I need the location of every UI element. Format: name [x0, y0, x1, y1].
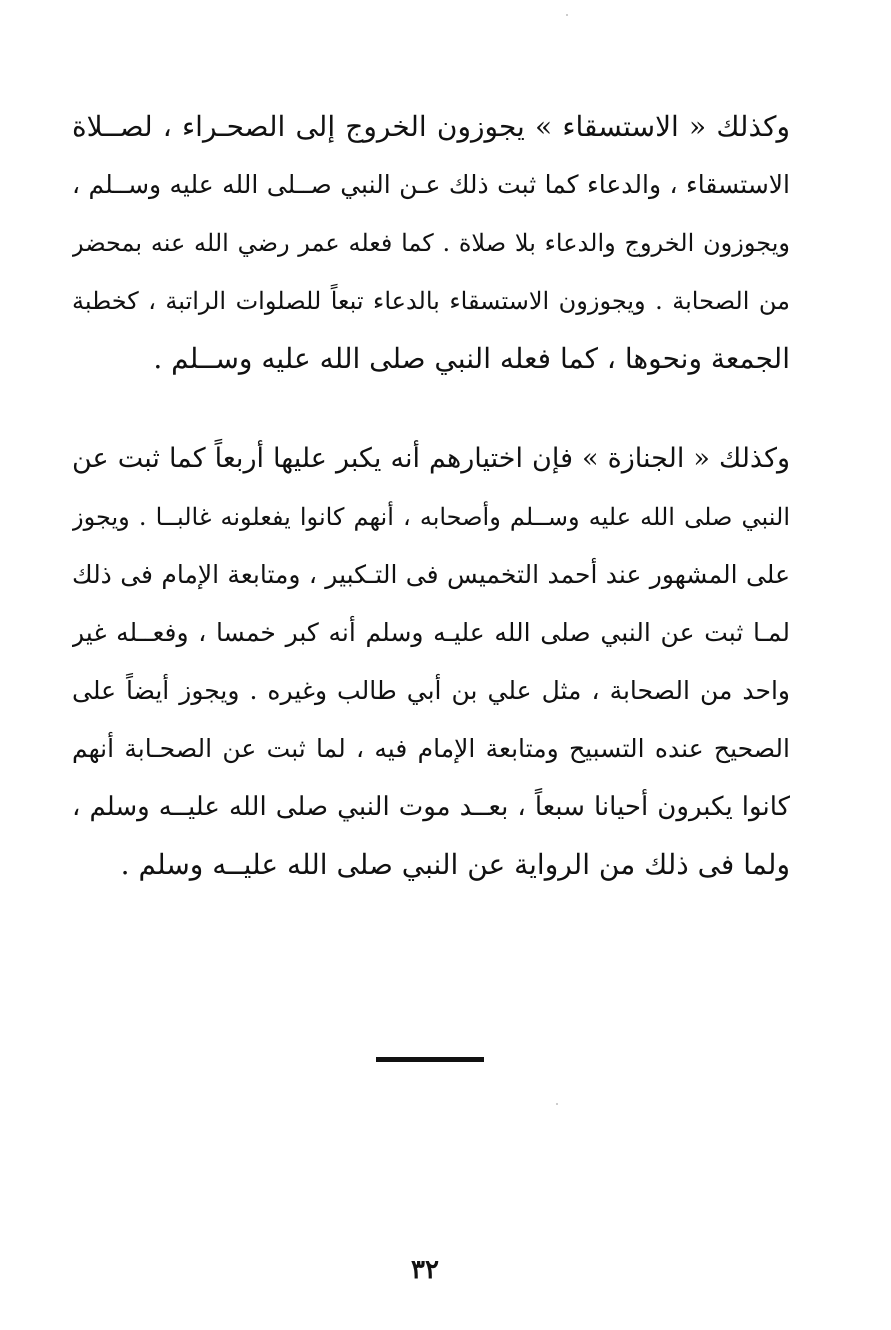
text-line: وكذلك « الاستسقاء » يجوزون الخروج إلى الصحـراء ، لصــلاة [72, 110, 790, 143]
page-number: ٣٢ [411, 1255, 439, 1285]
text-line: الاستسقاء ، والدعاء كما ثبت ذلك عـن النبي صــلى الله عليه وســلم ، [72, 170, 790, 199]
text-line: النبي صلى الله عليه وســلم وأصحابه ، أنهم كانوا يفعلونه غالبــا . ويجوز [72, 503, 790, 531]
text-line: لمـا ثبت عن النبي صلى الله عليـه وسلم أنه كبر خمسا ، وفعــله غير [72, 618, 790, 647]
text-line: ولما فى ذلك من الرواية عن النبي صلى الله عليــه وسلم . [120, 848, 790, 881]
text-line: كانوا يكبرون أحيانا سبعاً ، بعــد موت النبي صلى الله عليــه وسلم ، [72, 792, 790, 822]
section-divider [376, 1057, 484, 1062]
paragraph-janaza [72, 430, 790, 894]
text-line: من الصحابة . ويجوزون الاستسقاء بالدعاء تبعاً للصلوات الراتبة ، كخطبة [72, 287, 790, 315]
scan-speck [556, 1103, 558, 1105]
scan-speck [566, 14, 568, 16]
text-line: واحد من الصحابة ، مثل علي بن أبي طالب وغيره . ويجوز أيضاً على [72, 676, 790, 705]
paragraph-istisqa [72, 98, 790, 388]
text-line: ويجوزون الخروج والدعاء بلا صلاة . كما فعله عمر رضي الله عنه بمحضر [72, 229, 790, 257]
text-line: وكذلك « الجنازة » فإن اختيارهم أنه يكبر عليها أربعاً كما ثبت عن [72, 443, 790, 474]
text-line: على المشهور عند أحمد التخميس فى التـكبير ، ومتابعة الإمام فى ذلك [72, 560, 790, 589]
text-line: الصحيح عنده التسبيح ومتابعة الإمام فيه ، لما ثبت عن الصحـابة أنهم [72, 734, 790, 763]
text-line: الجمعة ونحوها ، كما فعله النبي صلى الله عليه وســلم . [153, 342, 790, 375]
